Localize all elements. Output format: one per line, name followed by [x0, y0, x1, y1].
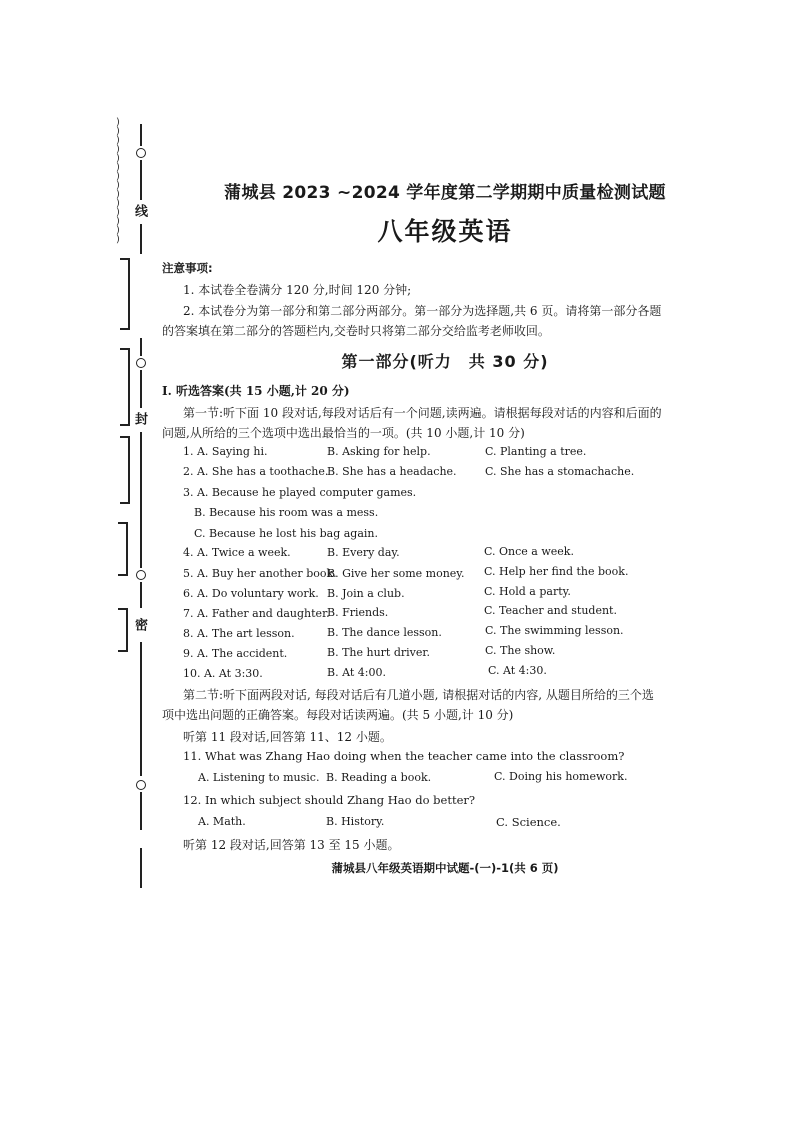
- q4-option-c: C. Once a week.: [484, 545, 574, 558]
- binding-line: [140, 848, 142, 888]
- q11-stem: 11. What was Zhang Hao doing when the teacher came into the classroom?: [183, 749, 625, 763]
- binding-line: [140, 432, 142, 568]
- q1-option-c: C. Planting a tree.: [485, 445, 587, 458]
- section-heading: Ⅰ. 听选答案(共 15 小题,计 20 分): [162, 384, 350, 398]
- binding-line: [140, 124, 142, 146]
- section2-instructions: 第二节:听下面两段对话, 每段对话后有几道小题, 请根据对话的内容, 从题目所给的三个选: [183, 688, 654, 702]
- q10-option-c: C. At 4:30.: [488, 664, 547, 677]
- section1-instructions-cont: 问题,从所给的三个选项中选出最恰当的一项。(共 10 小题,计 10 分): [162, 426, 525, 440]
- q3-option-c: C. Because he lost his bag again.: [194, 527, 378, 540]
- page-footer: 蒲城县八年级英语期中试题-(一)-1(共 6 页): [331, 861, 559, 875]
- q4-option-a: 4. A. Twice a week.: [183, 546, 291, 559]
- q5-option-b: B. Give her some money.: [327, 567, 465, 580]
- binding-line: [140, 792, 142, 830]
- binding-bracket: [118, 608, 128, 652]
- q8-option-c: C. The swimming lesson.: [485, 624, 624, 637]
- q2-option-c: C. She has a stomachache.: [485, 465, 635, 478]
- q2-option-b: B. She has a headache.: [327, 465, 457, 478]
- q10-option-a: 10. A. At 3:30.: [183, 667, 263, 680]
- binding-bracket: [120, 348, 130, 426]
- binding-line: [140, 338, 142, 356]
- binding-bracket: [118, 522, 128, 576]
- q8-option-a: 8. A. The art lesson.: [183, 627, 295, 640]
- q4-option-b: B. Every day.: [327, 546, 400, 559]
- binding-circle: [136, 570, 146, 580]
- q6-option-b: B. Join a club.: [327, 587, 405, 600]
- q9-option-b: B. The hurt driver.: [327, 646, 430, 659]
- q10-option-b: B. At 4:00.: [327, 666, 386, 679]
- q9-option-a: 9. A. The accident.: [183, 647, 288, 660]
- q11-option-a: A. Listening to music.: [198, 771, 320, 784]
- q11-option-b: B. Reading a book.: [326, 771, 432, 784]
- binding-label-line: 线: [132, 204, 147, 217]
- binding-line: [140, 642, 142, 776]
- q12-option-a: A. Math.: [198, 815, 246, 828]
- binding-bracket: [120, 258, 130, 330]
- q7-option-a: 7. A. Father and daughter.: [183, 607, 330, 620]
- binding-label-secret: 密: [132, 618, 147, 631]
- binding-line: [140, 224, 142, 254]
- q12-option-b: B. History.: [326, 815, 385, 828]
- q7-option-b: B. Friends.: [327, 606, 389, 619]
- q1-option-a: 1. A. Saying hi.: [183, 445, 268, 458]
- q8-option-b: B. The dance lesson.: [327, 626, 442, 639]
- q5-option-a: 5. A. Buy her another book.: [183, 567, 337, 580]
- binding-circle: [136, 780, 146, 790]
- q6-option-a: 6. A. Do voluntary work.: [183, 587, 319, 600]
- q3-option-b: B. Because his room was a mess.: [194, 506, 379, 519]
- notice-heading: 注意事项:: [162, 261, 213, 275]
- q7-option-c: C. Teacher and student.: [484, 604, 617, 617]
- binding-label-seal: 封: [132, 412, 147, 425]
- binding-line: [140, 370, 142, 408]
- section1-instructions: 第一节:听下面 10 段对话,每段对话后有一个问题,读两遍。请根据每段对话的内容和后面的: [183, 406, 662, 420]
- section2-instructions-cont: 项中选出问题的正确答案。每段对话读两遍。(共 5 小题,计 10 分): [162, 708, 514, 722]
- binding-line: [140, 160, 142, 200]
- q1-option-b: B. Asking for help.: [327, 445, 431, 458]
- dialog-12-intro: 听第 12 段对话,回答第 13 至 15 小题。: [183, 838, 400, 852]
- notice-item-2: 2. 本试卷分为第一部分和第二部分两部分。第一部分为选择题,共 6 页。请将第一部分各题: [183, 304, 662, 318]
- binding-circle: [136, 148, 146, 158]
- exam-subject-title: 八年级英语: [377, 217, 513, 246]
- q6-option-c: C. Hold a party.: [484, 585, 571, 598]
- q3-option-a: 3. A. Because he played computer games.: [183, 486, 417, 499]
- q11-option-c: C. Doing his homework.: [494, 770, 628, 783]
- binding-bracket: [120, 436, 130, 504]
- binding-loops-decoration: ) ) ) ) ) ) ) ) ) ) ) ) ) ): [116, 117, 120, 245]
- q12-option-c: C. Science.: [496, 815, 561, 829]
- notice-item-2-cont: 的答案填在第二部分的答题栏内,交卷时只将第二部分交给监考老师收回。: [162, 324, 550, 338]
- binding-circle: [136, 358, 146, 368]
- q5-option-c: C. Help her find the book.: [484, 565, 629, 578]
- q2-option-a: 2. A. She has a toothache.: [183, 465, 329, 478]
- part-one-title: 第一部分(听力 共 30 分): [341, 352, 549, 371]
- exam-title: 蒲城县 2023 ~2024 学年度第二学期期中质量检测试题: [224, 183, 666, 203]
- q12-stem: 12. In which subject should Zhang Hao do better?: [183, 793, 476, 807]
- binding-line: [140, 582, 142, 608]
- dialog-11-intro: 听第 11 段对话,回答第 11、12 小题。: [183, 730, 392, 744]
- q9-option-c: C. The show.: [485, 644, 556, 657]
- notice-item-1: 1. 本试卷全卷满分 120 分,时间 120 分钟;: [183, 283, 412, 297]
